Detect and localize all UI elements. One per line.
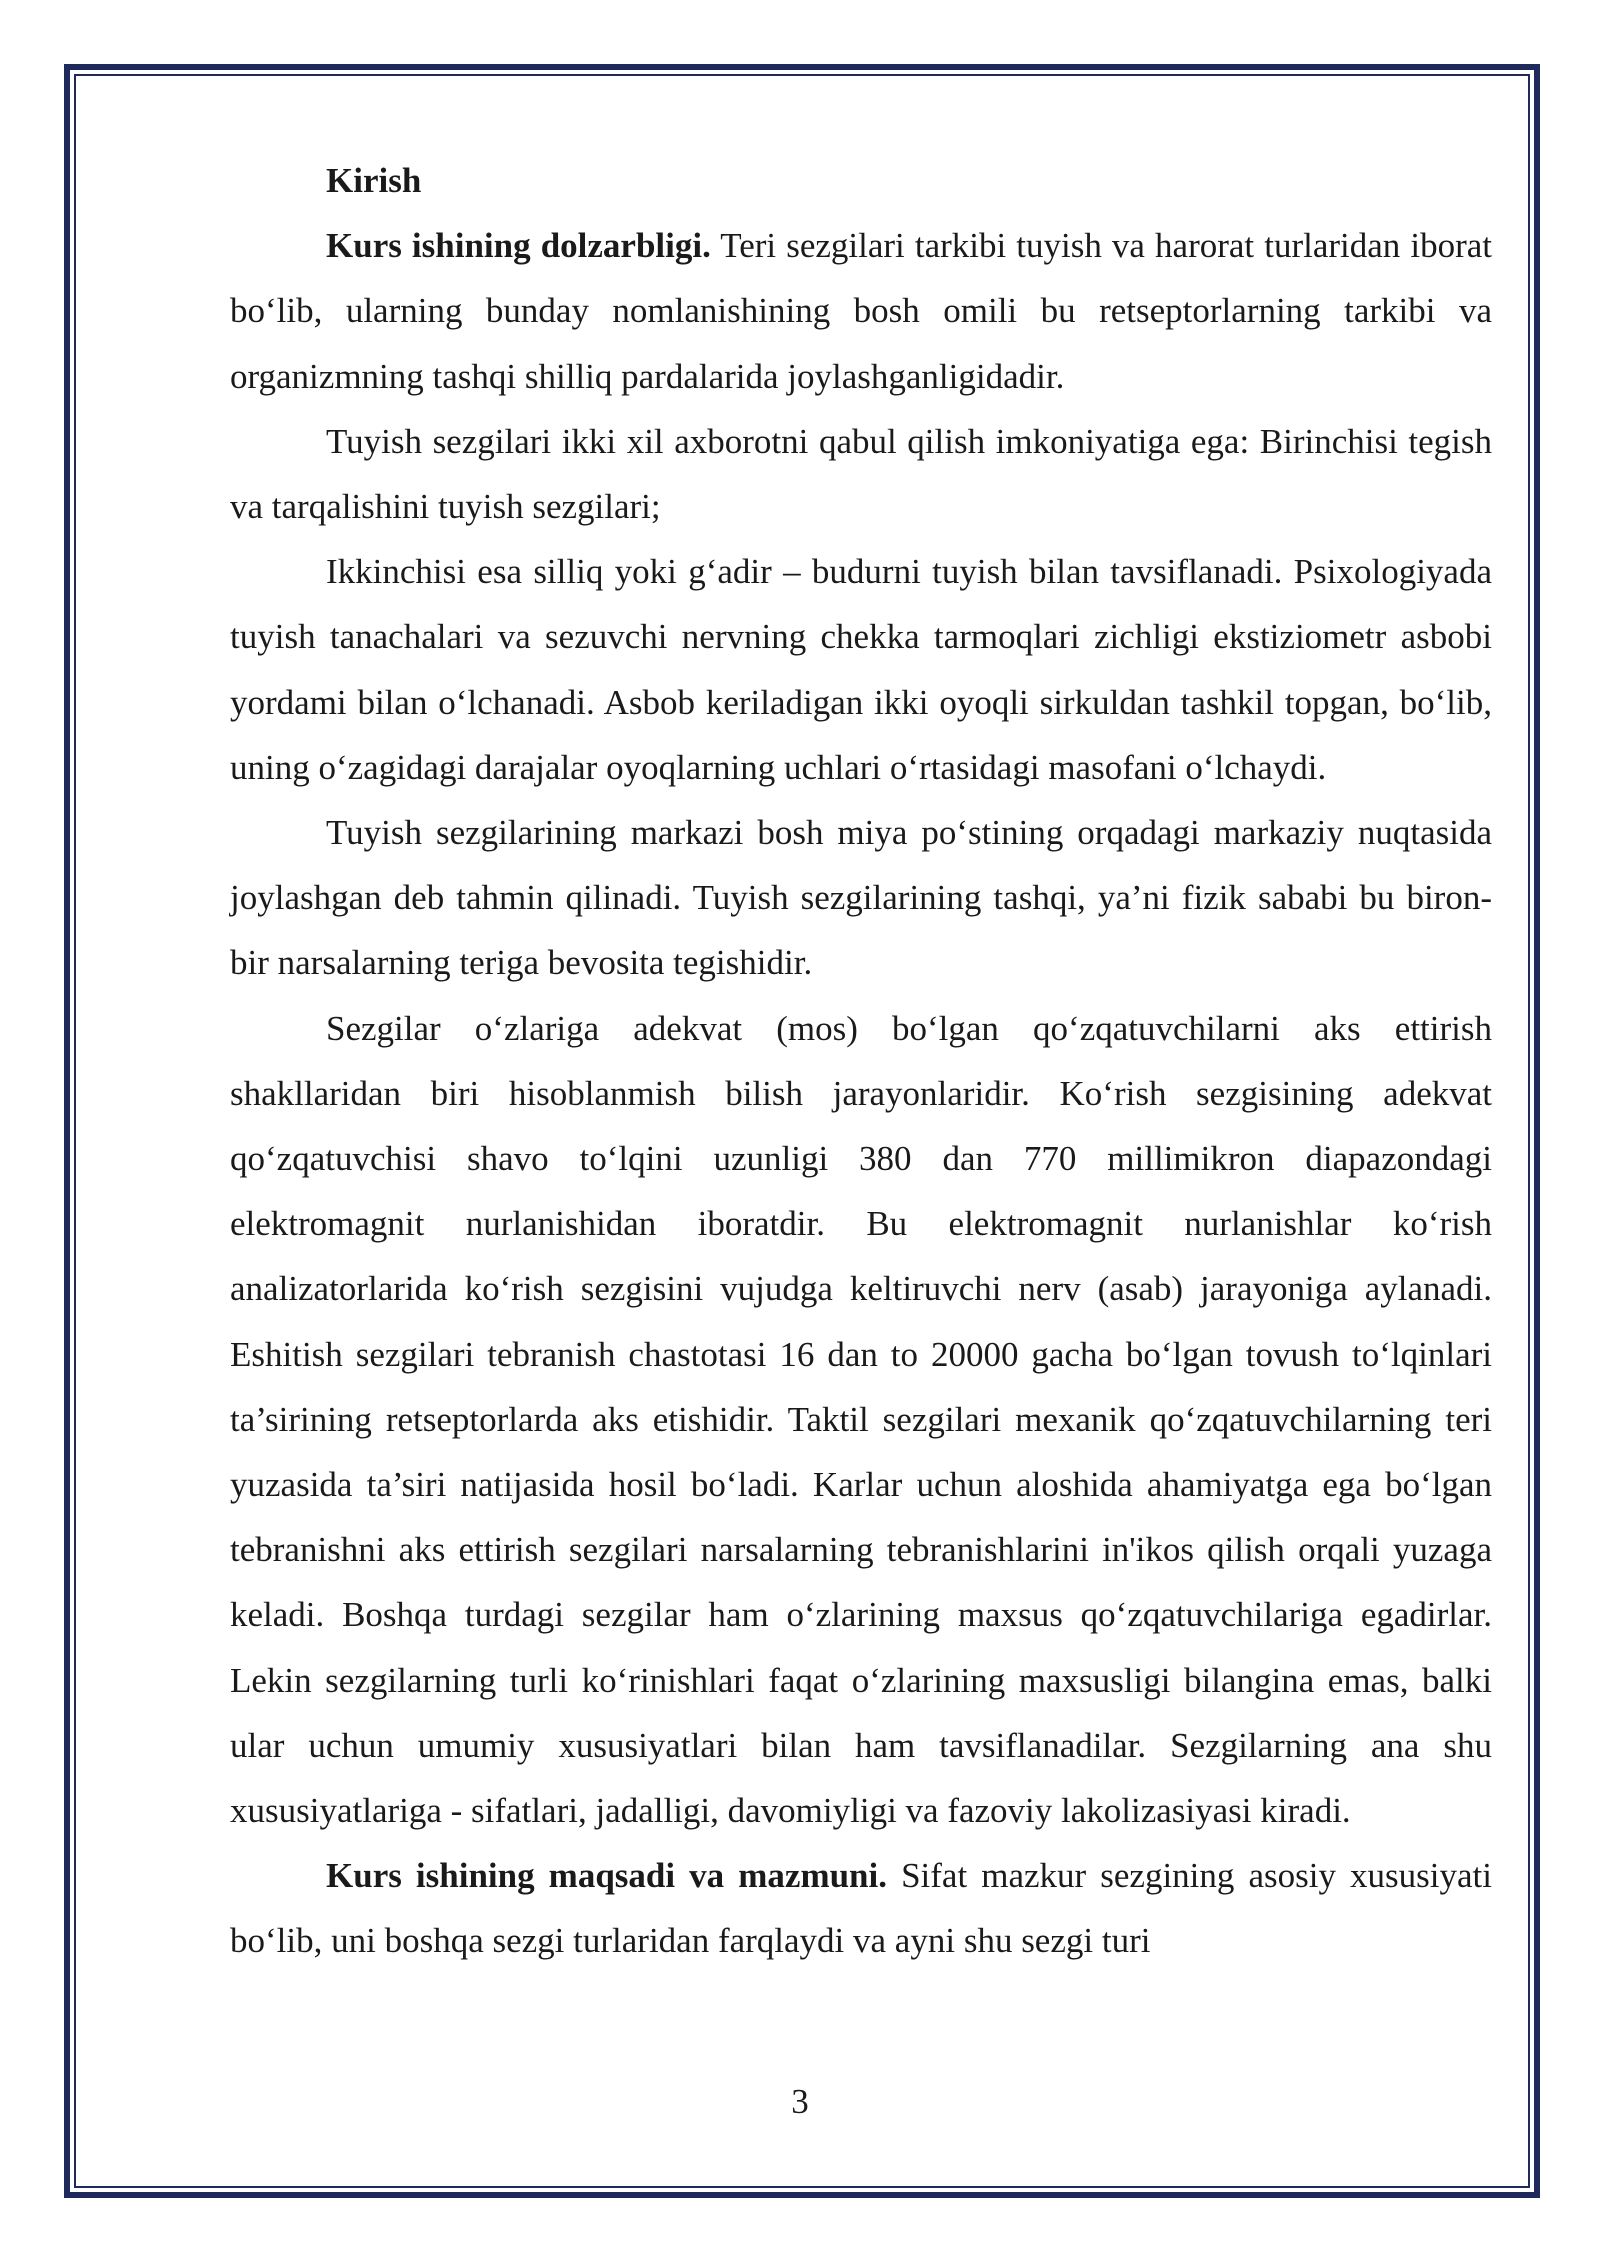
paragraph-text: Sezgilar o‘zlariga adekvat (mos) bo‘lgan qo‘zqatuvchilarni aks ettirish shakllaridan biri hisoblanmish bilish jarayonlaridir. Ko‘rish sezgisining adekvat qo‘zqatuvchisi shavo to‘lqini uzunligi 380 dan 770 millimikron diapazondagi elektromagnit nurlanishidan iboratdir. Bu elektromagnit nurlanishlar ko‘rish analizatorlarida ko‘rish sezgisini vujudga keltiruvchi nerv (asab) jarayoniga aylanadi. Eshitish sezgilari tebranish chastotasi 16 dan to 20000 gacha bo‘lgan tovush to‘lqinlari ta’sirining retseptorlarda aks etishidir. Taktil sezgilari mexanik qo‘zqatuvchilarning teri yuzasida ta’siri natijasida hosil bo‘ladi. Karlar uchun aloshida ahamiyatga ega bo‘lgan tebranishni aks ettirish sezgilari narsalarning tebranishlarini in'ikos qilish orqali yuzaga keladi. Boshqa turdagi sezgilar ham o‘zlarining maxsus qo‘zqatuvchilariga egadirlar. Lekin sezgilarning turli ko‘rinishlari faqat o‘zlarining maxsusligi bilangina emas, balki ular uchun umumiy xususiyatlari bilan ham tavsiflanadilar. Sezgilarning ana shu xususiyatlariga - sifatlari, jadalligi, davomiyligi va fazoviy lakolizasiyasi kiradi. bbox=[230, 1008, 1492, 1831]
paragraph bbox=[230, 409, 1492, 539]
paragraph-relevance bbox=[230, 213, 1492, 409]
document-body bbox=[230, 148, 1492, 1974]
paragraph-text: Teri sezgilari tarkibi tuyish va harorat turlaridan iborat bo‘lib, ularning bunday nomlanishining bosh omili bu retseptorlarning tarkibi va organizmning tashqi shilliq pardalarida joylashganligidadir. bbox=[230, 226, 1492, 396]
paragraph-lead: Kurs ishining maqsadi va mazmuni. bbox=[326, 1856, 887, 1896]
paragraph-text: Sifat mazkur sezgining asosiy xususiyati bo‘lib, uni boshqa sezgi turlaridan farqlaydi va ayni shu sezgi turi bbox=[230, 1856, 1492, 1961]
page-number: 3 bbox=[791, 2082, 809, 2121]
paragraph bbox=[230, 996, 1492, 1844]
section-heading: Kirish bbox=[326, 161, 422, 200]
paragraph-text: Tuyish sezgilari ikki xil axborotni qabul qilish imkoniyatiga ega: Birinchisi tegish va tarqalishini tuyish sezgilari; bbox=[230, 421, 1492, 527]
paragraph bbox=[230, 800, 1492, 996]
paragraph-lead: Kurs ishining dolzarbligi. bbox=[326, 226, 711, 266]
paragraph-purpose bbox=[230, 1843, 1492, 1973]
paragraph bbox=[230, 539, 1492, 800]
paragraph-text: Ikkinchisi esa silliq yoki g‘adir – budurni tuyish bilan tavsiflanadi. Psixologiyada tuyish tanachalari va sezuvchi nervning chekka tarmoqlari zichligi ekstiziometr asbobi yordami bilan o‘lchanadi. Asbob keriladigan ikki oyoqli sirkuldan tashkil topgan, bo‘lib, uning o‘zagidagi darajalar oyoqlarning uchlari o‘rtasidagi masofani o‘lchaydi. bbox=[230, 552, 1492, 787]
paragraph-text: Tuyish sezgilarining markazi bosh miya po‘stining orqadagi markaziy nuqtasida joylashgan deb tahmin qilinadi. Tuyish sezgilarining tashqi, ya’ni fizik sababi bu biron- bir narsalarning teriga bevosita tegishidir. bbox=[230, 813, 1492, 983]
